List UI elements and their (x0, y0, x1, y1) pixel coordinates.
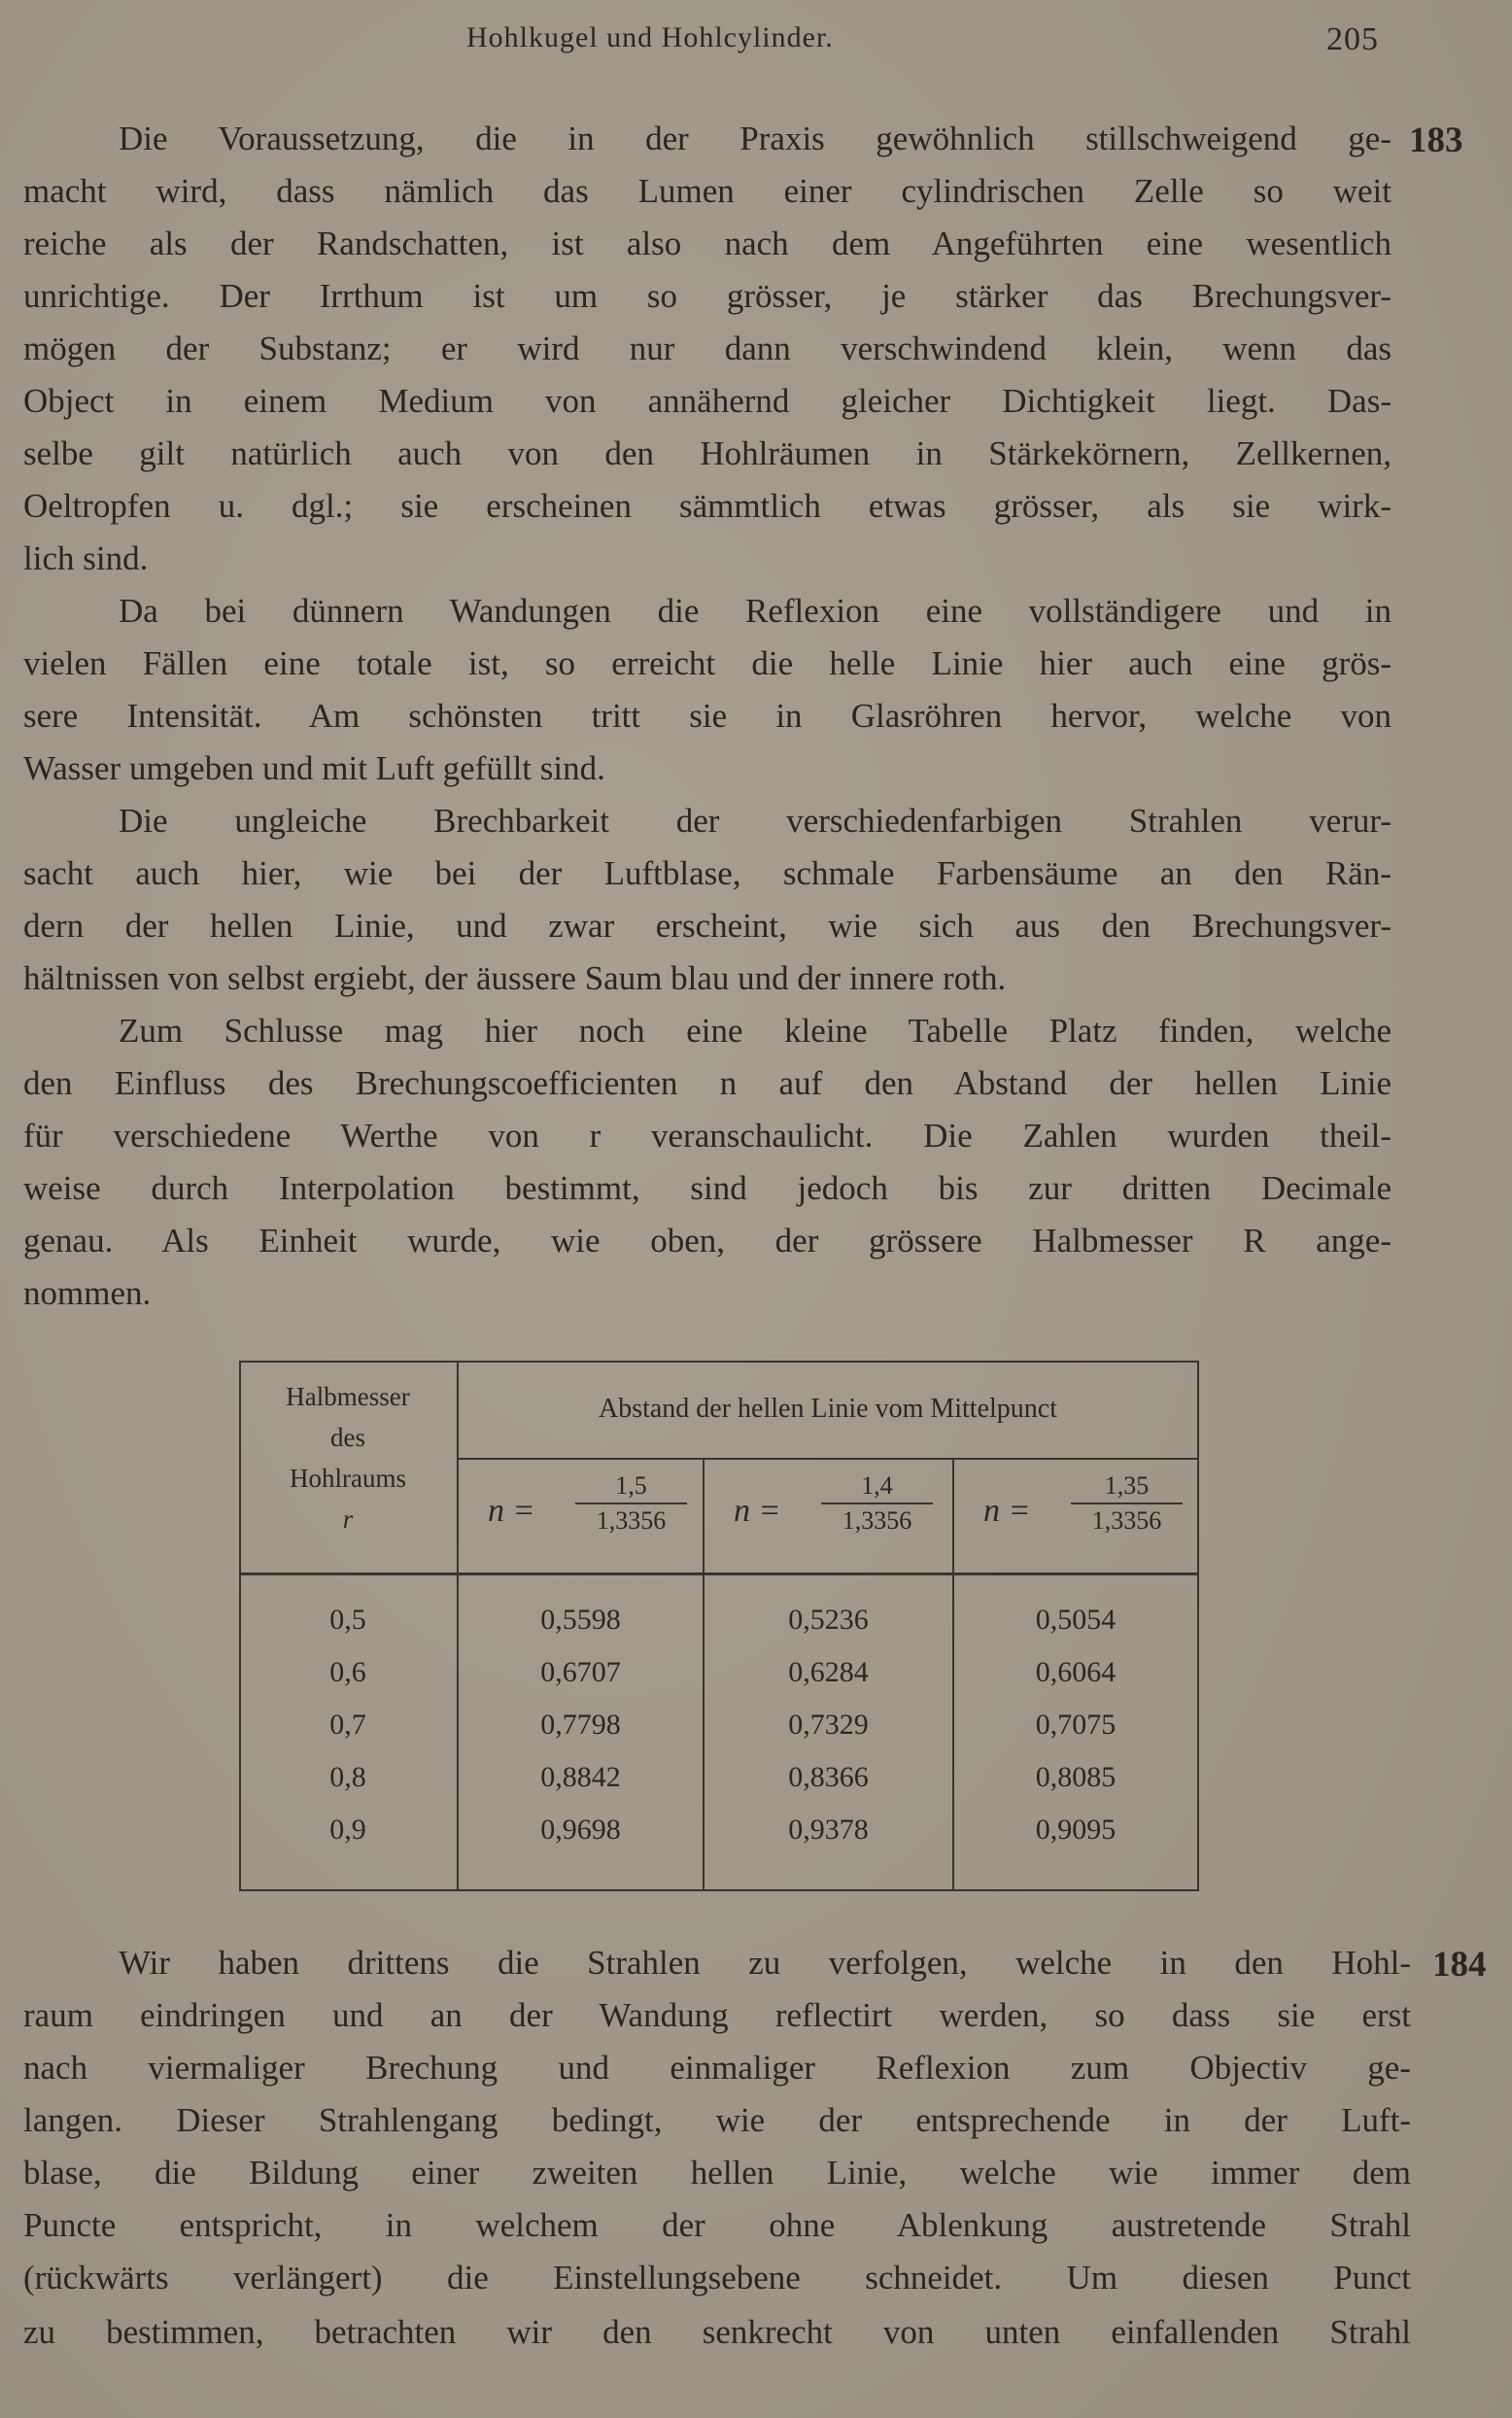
text-line: vielen Fällen eine totale ist, so erreicht die helle Linie hier auch eine grös- (23, 644, 1392, 682)
text-line: selbe gilt natürlich auch von den Hohlräumen in Stärkekörnern, Zellkernen, (23, 434, 1392, 472)
numerator: 1,4 (861, 1471, 893, 1500)
text-line: sacht auch hier, wie bei der Luftblase, schmale Farbensäume an den Rän- (23, 854, 1392, 892)
denominator: 1,3356 (1091, 1506, 1162, 1535)
distance-cell: 0,8366 (788, 1761, 869, 1793)
text-line: Wir haben drittens die Strahlen zu verfolgen, welche in den Hohl- (119, 1944, 1411, 1982)
distance-cell: 0,5598 (540, 1604, 621, 1636)
fraction (821, 1471, 933, 1536)
distance-cell: 0,6064 (1035, 1656, 1117, 1688)
text-line: langen. Dieser Strahlengang bedingt, wie der entsprechende in der Luft- (23, 2101, 1411, 2139)
text-line: Da bei dünnern Wandungen die Reflexion eine vollständigere und in (119, 592, 1392, 630)
text-line: (rückwärts verlängert) die Einstellungsebene schneidet. Um diesen Punct (23, 2259, 1411, 2297)
radius-cell: 0,7 (329, 1709, 366, 1741)
group-header: Abstand der hellen Linie vom Mittelpunct (598, 1394, 1057, 1424)
distance-cell: 0,9698 (540, 1814, 621, 1846)
running-title: Hohlkugel und Hohlcylinder. (466, 21, 834, 53)
distance-cell: 0,7075 (1035, 1709, 1117, 1741)
radius-cell: 0,6 (329, 1656, 366, 1688)
row-header-line: Halbmesser (286, 1382, 410, 1411)
denominator: 1,3356 (596, 1506, 667, 1535)
distance-cell: 0,7798 (540, 1709, 621, 1741)
table-rule (457, 1458, 1199, 1460)
text-line: zu bestimmen, betrachten wir den senkrecht von unten einfallenden Strahl (23, 2313, 1411, 2351)
numerator: 1,35 (1104, 1471, 1150, 1500)
page-number: 205 (1326, 21, 1379, 57)
n-label: n = (488, 1493, 535, 1529)
text-line: blase, die Bildung einer zweiten hellen Linie, welche wie immer dem (23, 2154, 1411, 2192)
table-rule (239, 1572, 1199, 1575)
text-line: Zum Schlusse mag hier noch eine kleine Tabelle Platz finden, welche (119, 1012, 1392, 1050)
text-line: nommen. (23, 1274, 152, 1312)
distance-cell: 0,8085 (1035, 1761, 1117, 1793)
text-line: Object in einem Medium von annähernd gleicher Dichtigkeit liegt. Das- (23, 382, 1392, 420)
distance-cell: 0,5054 (1035, 1604, 1117, 1636)
row-header-symbol: r (342, 1504, 354, 1534)
fraction-bar (1071, 1503, 1183, 1504)
distance-cell: 0,6707 (540, 1656, 621, 1688)
distance-cell: 0,5236 (788, 1604, 869, 1636)
radius-cell: 0,8 (329, 1761, 366, 1793)
text-line: weise durch Interpolation bestimmt, sind jedoch bis zur dritten Decimale (23, 1169, 1392, 1207)
text-line: für verschiedene Werthe von r veranschaulicht. Die Zahlen wurden theil- (23, 1117, 1392, 1155)
text-line: Wasser umgeben und mit Luft gefüllt sind. (23, 749, 605, 787)
text-line: macht wird, dass nämlich das Lumen einer cylindrischen Zelle so weit (23, 172, 1392, 210)
row-header-line: des (330, 1423, 365, 1452)
table-rule (239, 1361, 1199, 1363)
table-rule (239, 1889, 1199, 1891)
distance-cell: 0,9378 (788, 1814, 869, 1846)
text-line: mögen der Substanz; er wird nur dann verschwindend klein, wenn das (23, 329, 1392, 367)
text-line: Puncte entspricht, in welchem der ohne Ablenkung austretende Strahl (23, 2206, 1411, 2244)
text-line: Die ungleiche Brechbarkeit der verschiedenfarbigen Strahlen verur- (119, 802, 1392, 840)
denominator: 1,3356 (842, 1506, 912, 1535)
fraction-bar (821, 1503, 933, 1504)
fraction (575, 1471, 687, 1536)
distance-cell: 0,8842 (540, 1761, 621, 1793)
radius-cell: 0,5 (329, 1604, 366, 1636)
text-line: lich sind. (23, 539, 149, 577)
fraction-bar (575, 1503, 687, 1504)
text-line: den Einfluss des Brechungscoefficienten n auf den Abstand der hellen Linie (23, 1064, 1392, 1102)
text-line: dern der hellen Linie, und zwar erscheint, wie sich aus den Brechungsver- (23, 907, 1392, 945)
text-line: reiche als der Randschatten, ist also nach dem Angeführten eine wesentlich (23, 225, 1392, 262)
n-label: n = (734, 1493, 781, 1529)
margin-section-number: 184 (1432, 1945, 1487, 1985)
table-rule (1197, 1361, 1199, 1891)
text-line: nach viermaliger Brechung und einmaliger Reflexion zum Objectiv ge- (23, 2049, 1411, 2087)
text-line: Oeltropfen u. dgl.; sie erscheinen sämmtlich etwas grösser, als sie wirk- (23, 487, 1392, 525)
distance-cell: 0,9095 (1035, 1814, 1117, 1846)
fraction (1071, 1471, 1183, 1536)
margin-section-number: 183 (1409, 121, 1463, 160)
text-line: Die Voraussetzung, die in der Praxis gewöhnlich stillschweigend ge- (119, 120, 1392, 157)
text-line: hältnissen von selbst ergiebt, der äussere Saum blau und der innere roth. (23, 959, 1007, 997)
row-header (239, 1376, 457, 1539)
n-label: n = (983, 1493, 1031, 1529)
distance-cell: 0,6284 (788, 1656, 869, 1688)
text-line: sere Intensität. Am schönsten tritt sie in Glasröhren hervor, welche von (23, 697, 1392, 735)
text-line: unrichtige. Der Irrthum ist um so grösser, je stärker das Brechungsver- (23, 277, 1392, 315)
row-header-line: Hohlraums (290, 1464, 406, 1493)
numerator: 1,5 (615, 1471, 647, 1500)
data-table (239, 1357, 1199, 1893)
distance-cell: 0,7329 (788, 1709, 869, 1741)
text-line: genau. Als Einheit wurde, wie oben, der grössere Halbmesser R ange- (23, 1222, 1392, 1260)
radius-cell: 0,9 (329, 1814, 366, 1846)
text-line: raum eindringen und an der Wandung reflectirt werden, so dass sie erst (23, 1996, 1411, 2034)
